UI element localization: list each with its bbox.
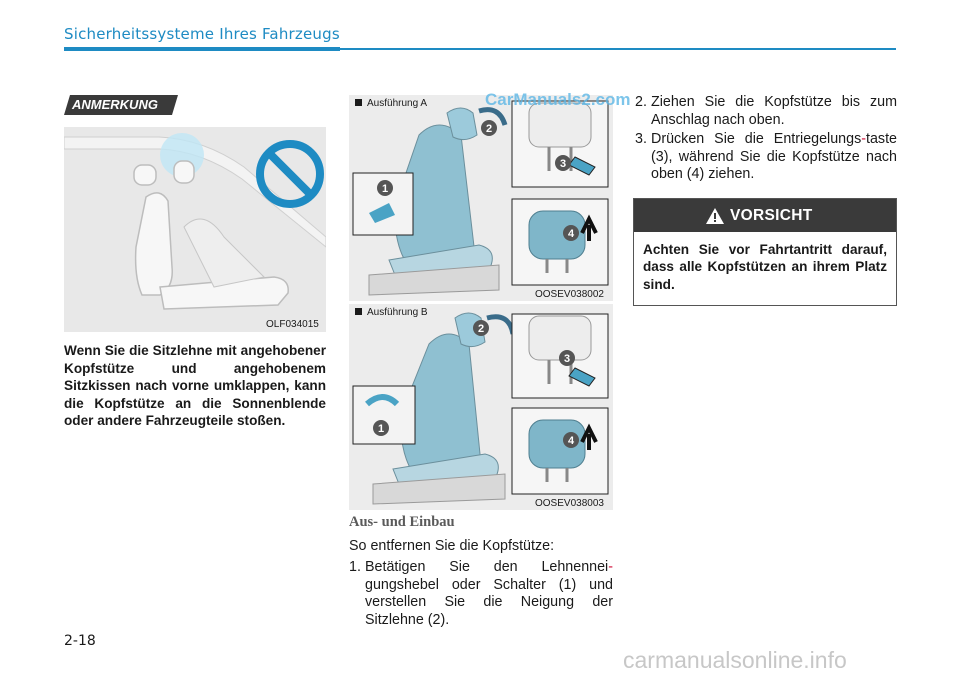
figure-label: Ausführung B bbox=[355, 307, 428, 318]
svg-text:1: 1 bbox=[377, 423, 385, 435]
watermark-top: CarManuals2.com bbox=[485, 90, 631, 109]
seat-adjustment-illustration-a bbox=[349, 95, 613, 301]
callout-1 bbox=[377, 180, 393, 196]
subsection-heading: Aus- und Einbau bbox=[349, 514, 455, 530]
svg-text:3: 3 bbox=[563, 353, 571, 365]
svg-text:4: 4 bbox=[567, 435, 575, 447]
caution-text: Achten Sie vor Fahrtantritt darauf, dass alle Kopfstützen an ihrem Platz sind. bbox=[643, 242, 887, 292]
header-divider bbox=[340, 48, 896, 50]
step-3: 3. Drücken Sie die Entriegelungs-taste (3), während Sie die Kopfstütze nach oben (4) ziehen. bbox=[635, 131, 897, 183]
svg-text:1: 1 bbox=[381, 183, 389, 195]
watermark-bottom: carmanualsonline.info bbox=[623, 647, 847, 673]
note-badge bbox=[64, 95, 178, 115]
figure-variant-a bbox=[349, 95, 613, 301]
callout-1 bbox=[373, 420, 389, 436]
intro-text: So entfernen Sie die Kopfstütze: bbox=[349, 538, 555, 554]
callout-2 bbox=[481, 120, 497, 136]
step-2: 2. Ziehen Sie die Kopfstütze bis zum Anschlag nach oben. bbox=[635, 94, 897, 128]
note-figure bbox=[64, 127, 326, 332]
figure-code: OOSEV038002 bbox=[535, 289, 604, 300]
figure-code: OOSEV038003 bbox=[535, 498, 604, 509]
caution-box bbox=[633, 198, 897, 306]
svg-text:4: 4 bbox=[567, 228, 575, 240]
warning-triangle-icon bbox=[706, 208, 724, 224]
seat-adjustment-illustration-b bbox=[349, 304, 613, 510]
svg-text:3: 3 bbox=[559, 158, 567, 170]
caution-header bbox=[634, 199, 896, 232]
figure-variant-b bbox=[349, 304, 613, 510]
prohibition-icon bbox=[260, 144, 320, 204]
svg-text:2: 2 bbox=[477, 323, 485, 335]
page-number: 2-18 bbox=[64, 633, 96, 649]
section-title-bar bbox=[64, 47, 340, 51]
note-text: Wenn Sie die Sitzlehne mit angehobener Kopfstütze und angehobenem Sitzkissen nach vorne umklappen, kann die Kopfstütze an die Sonnenblende oder andere Fahrzeugteile stoßen. bbox=[64, 343, 326, 429]
callout-2 bbox=[473, 320, 489, 336]
step-number: 3. bbox=[635, 131, 647, 147]
step-1: 1. Betätigen Sie den Lehnennei-gungshebel oder Schalter (1) und verstellen Sie die Neigung der Sitzlehne (2). bbox=[349, 559, 613, 628]
callout-3 bbox=[559, 350, 575, 366]
step-number: 1. bbox=[349, 559, 361, 575]
section-title: Sicherheitssysteme Ihres Fahrzeugs bbox=[64, 25, 340, 43]
note-badge-label: ANMERKUNG bbox=[72, 97, 158, 112]
caution-title: VORSICHT bbox=[730, 207, 813, 224]
figure-code: OLF034015 bbox=[266, 319, 319, 330]
step-number: 2. bbox=[635, 94, 647, 110]
callout-4 bbox=[563, 432, 579, 448]
seat-sunvisor-illustration bbox=[64, 127, 326, 332]
callout-3 bbox=[555, 155, 571, 171]
svg-text:2: 2 bbox=[485, 123, 493, 135]
callout-4 bbox=[563, 225, 579, 241]
figure-label: Ausführung A bbox=[355, 98, 427, 109]
